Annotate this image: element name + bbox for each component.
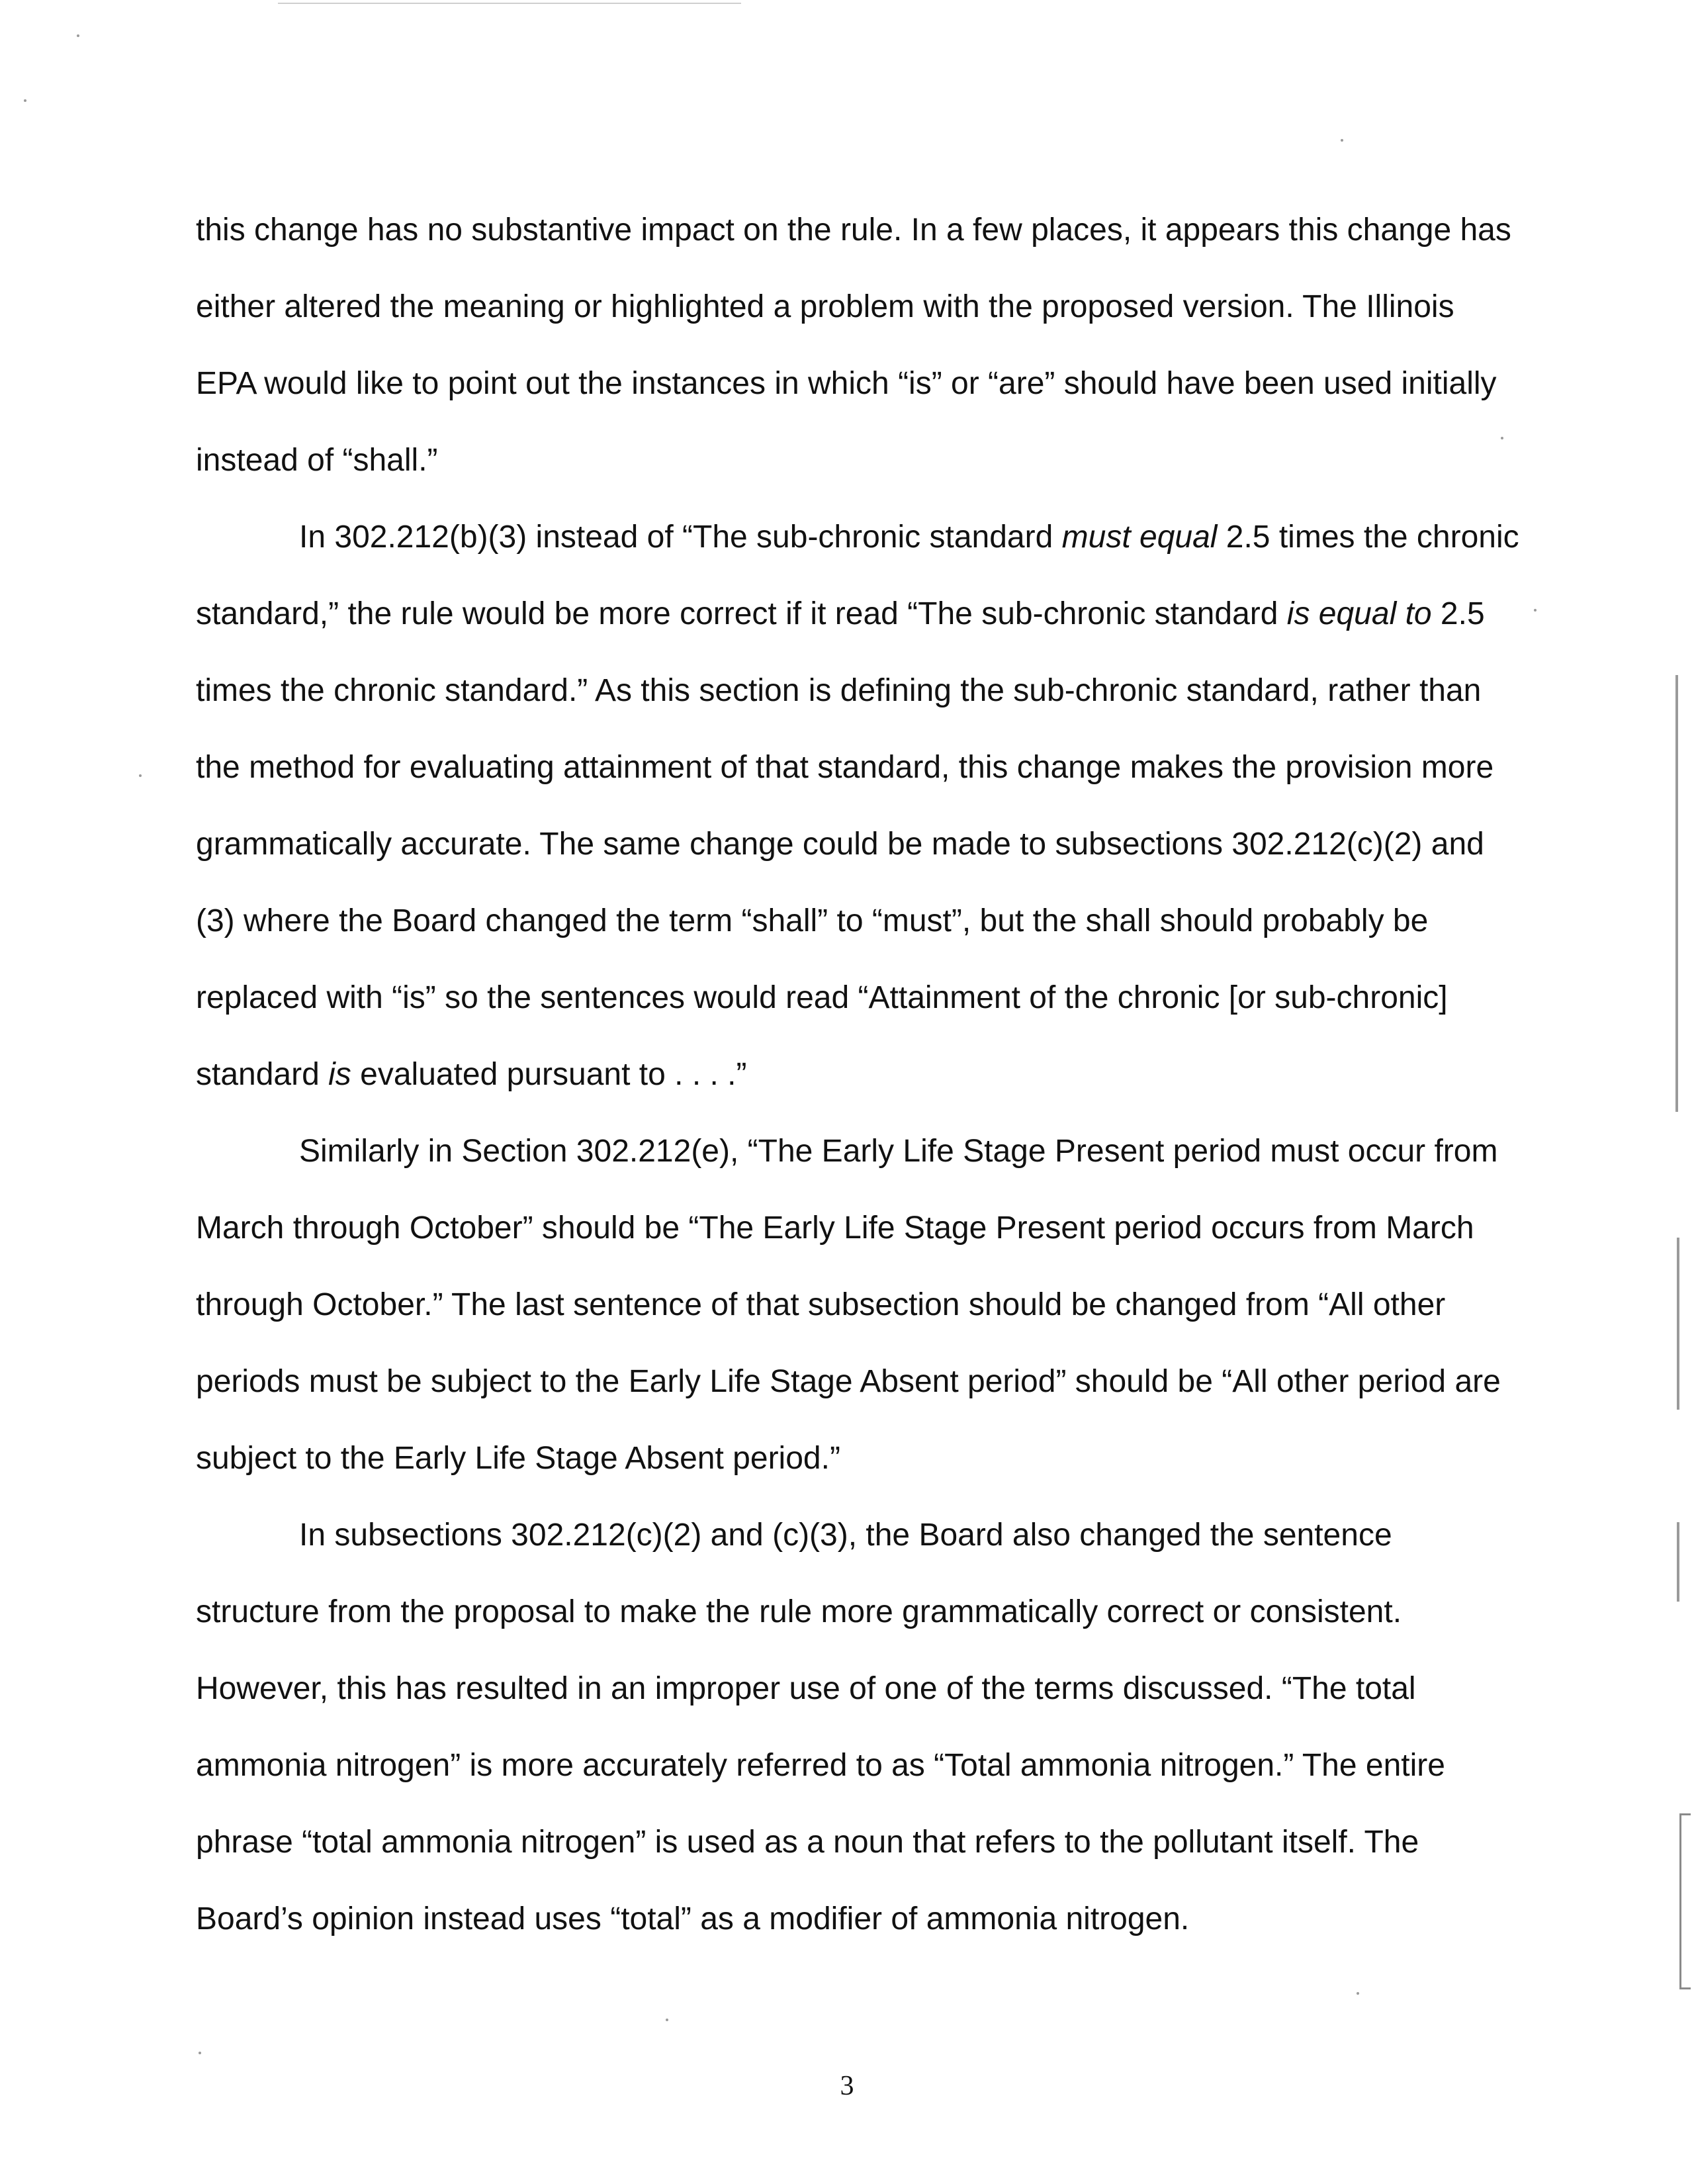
scan-artifact-dot <box>24 99 26 102</box>
paragraph-1-text: this change has no substantive impact on the rule. In a few places, it appears this change has either altered the meaning or highlighted a problem with the proposed version. The Illinois EPA would like to point out the instances in which “is” or “are” should have been used initially instead of “shall.” <box>196 212 1511 478</box>
scan-artifact-dot <box>139 774 142 777</box>
paragraph-4-text: In subsections 302.212(c)(2) and (c)(3), the Board also changed the sentence structure from the proposal to make the rule more grammatically correct or consistent. However, this has resulted in an improper use of one of the terms discussed. “The total ammonia nitrogen” is more accurately referred to as “Total ammonia nitrogen.” The entire phrase “total ammonia nitrogen” is used as a noun that refers to the pollutant itself. The Board’s opinion instead uses “total” as a modifier of ammonia nitrogen. <box>196 1518 1445 1936</box>
scan-artifact-dot <box>199 2052 201 2054</box>
paragraph-2-text-d: evaluated pursuant to . . . .” <box>351 1057 747 1092</box>
paragraph-2 <box>196 499 1519 1113</box>
paragraph-2-italic-is-equal-to: is equal to <box>1286 596 1432 631</box>
scan-artifact-line <box>1675 675 1678 1112</box>
scan-artifact-dot <box>1341 139 1343 142</box>
paragraph-2-italic-is: is <box>328 1057 351 1092</box>
scan-artifact-dot <box>1357 1992 1359 1995</box>
scan-artifact-bracket <box>1679 1813 1691 1989</box>
scan-artifact-dot <box>666 2019 668 2021</box>
paragraph-4 <box>196 1497 1519 1958</box>
paragraph-2-text-a: In 302.212(b)(3) instead of “The sub-chronic standard <box>299 520 1062 555</box>
paragraph-1 <box>196 192 1519 499</box>
paragraph-2-text-b: 2.5 times the chronic standard,” the rule would be more correct if it read “The sub-chronic standard <box>196 520 1519 631</box>
body-text <box>196 192 1519 1958</box>
scan-artifact-line <box>1677 1238 1679 1410</box>
scan-artifact-top-edge <box>278 3 741 4</box>
scan-artifact-line <box>1677 1522 1679 1602</box>
paragraph-2-text-c: 2.5 times the chronic standard.” As this section is defining the sub-chronic standard, rather than the method for evaluating attainment of that standard, this change makes the provision more grammatically accurate. The same change could be made to subsections 302.212(c)(2) and (3) where the Board changed the term “shall” to “must”, but the shall should probably be replaced with “is” so the sentences would read “Attainment of the chronic [or sub-chronic] standard <box>196 596 1494 1092</box>
scan-artifact-dot <box>1501 437 1503 439</box>
scan-artifact-dot <box>77 34 79 37</box>
paragraph-3 <box>196 1113 1519 1497</box>
page-number: 3 <box>840 2071 854 2101</box>
paragraph-3-text: Similarly in Section 302.212(e), “The Early Life Stage Present period must occur from March through October” should be “The Early Life Stage Present period occurs from March through October.” The last sentence of that subsection should be changed from “All other periods must be subject to the Early Life Stage Absent period” should be “All other period are subject to the Early Life Stage Absent period.” <box>196 1134 1501 1476</box>
scan-artifact-dot <box>1534 609 1537 612</box>
paragraph-2-italic-must-equal: must equal <box>1061 520 1218 555</box>
